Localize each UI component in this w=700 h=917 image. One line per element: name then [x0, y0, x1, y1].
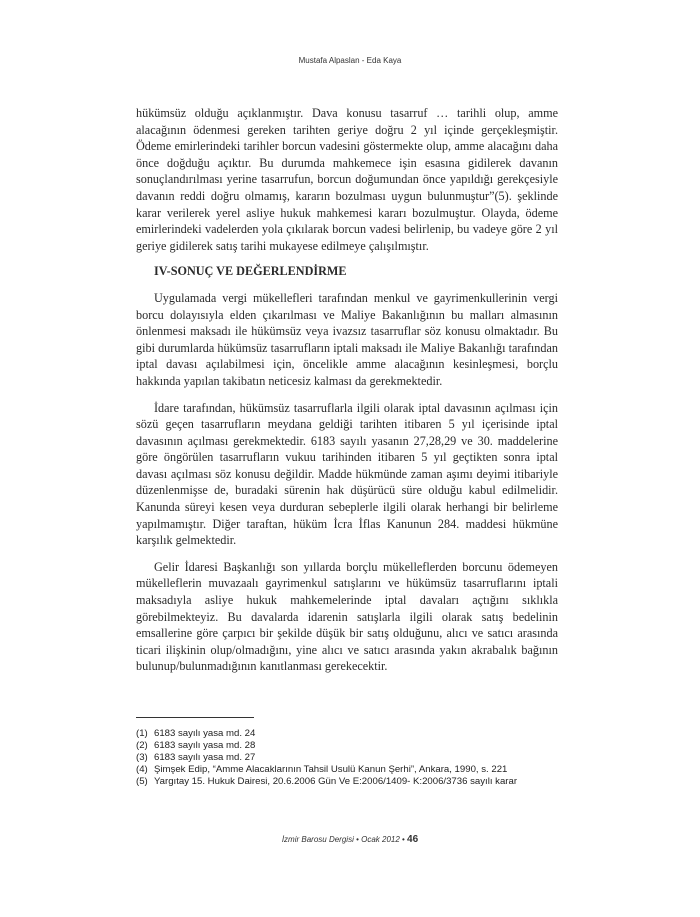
footnote-text: 6183 sayılı yasa md. 27	[154, 751, 256, 763]
footnote-number: (1)	[136, 728, 148, 739]
paragraph: Gelir İdaresi Başkanlığı son yıllarda borçlu mükelleflerden borcunu ödemeyen mükelleflerin muvazaalı gayrimenkul satışlarını ve hükümsüz tasarruflarını iptali maksadıyla asliye hukuk mahkemelerinde iptal davaları açtığını sıklıkla görebilmekteyiz. Bu davalarda idarenin satışlarla ilgili olarak satış bedelinin emsallerine göre çarpıcı bir şekilde düşük bir satış olduğunu, alıcı ve satıcı arasında ticari ilişkinin olup/olmadığını, yine alıcı ve satıcı arasında yakın akrabalık bağının bulunup/bulunmadığının kanıtlanması gerekecektir.	[136, 559, 558, 674]
footnote-text: Şimşek Edip, “Amme Alacaklarının Tahsil Usulü Kanun Şerhi”, Ankara, 1990, s. 221	[154, 763, 508, 775]
footnote	[136, 752, 566, 764]
journal-name: İzmir Barosu Dergisi	[281, 835, 354, 844]
footnote	[136, 764, 566, 776]
paragraph-continued: hükümsüz olduğu açıklanmıştır. Dava konusu tasarruf … tarihli olup, amme alacağının ödenmesi gereken tarihten geriye doğru 2 yıl içinde gerçekleşmiştir. Ödeme emirlerindeki tarihler borcun vadesini göstermekte olup, amme alacağını daha önce doğduğu açıktır. Bu durumda mahkemece işin esasına gidilerek davanın sonuçlandırılması yerine tasarrufun, borcun doğumundan önce yapıldığı gerekçesiyle davanın reddi doğru olmamış, kararın bozulması uygun bulunmuştur”(5). şeklinde karar verilerek yerel asliye hukuk mahkemesi kararı bozulmuştur. Olayda, ödeme emirlerindeki vadelerden yola çıkılarak borcun vadesi belirlenip, bu vadeye göre 2 yıl geriye gidilerek satış tarihi mukayese edilmeye çalışılmıştır.	[136, 106, 558, 253]
footnote-number: (4)	[136, 763, 148, 775]
paragraph: İdare tarafından, hükümsüz tasarruflarla ilgili olarak iptal davasının açılması için sözü geçen tasarrufların meydana geldiği tarihten itibaren 5 yıl içerisinde iptal davasının açılması gerekmektedir. 6183 sayılı yasanın 27,28,29 ve 30. maddelerine göre öngörülen tasarrufların vukuu tarihinden itibaren 5 yıl geçtikten sonra iptal davası açılması söz konusu değildir. Madde hükmünde zaman aşımı deyimi itibariyle düzenlenmişse de, buradaki sürenin hak düşürücü süre olduğu kabul edilmelidir. Kanunda süreyi kesen veya durduran sebeplerle ilgili olarak herhangi bir belirleme yapılmamıştır. Diğer taraftan, hüküm İcra İflas Kanunun 284. maddesi hükmüne karşılık gelmektedir.	[136, 400, 558, 548]
footnote-text: 6183 sayılı yasa md. 24	[154, 728, 256, 739]
running-header: Mustafa Alpaslan - Eda Kaya	[298, 56, 402, 65]
footnote-number: (2)	[136, 739, 148, 751]
issue-date: Ocak 2012	[361, 835, 400, 844]
footnote-number: (3)	[136, 751, 148, 763]
footnote-divider	[136, 717, 254, 718]
footnote	[136, 728, 566, 740]
footnote	[136, 740, 566, 752]
footnote-number: (5)	[136, 775, 148, 787]
footnotes	[136, 728, 566, 788]
footer-separator: •	[399, 835, 408, 844]
footnote-text: Yargıtay 15. Hukuk Dairesi, 20.6.2006 Gün Ve E:2006/1409- K:2006/3736 sayılı karar	[154, 775, 518, 787]
page-footer	[0, 834, 700, 845]
paragraph: Uygulamada vergi mükellefleri tarafından menkul ve gayrimenkullerinin vergi borcu dolayısıyla elden çıkarılması ve Maliye Bakanlığının bu malları almasının önlenmesi maksadı ile hükümsüz veya ivazsız tasarruflar söz konusu olmaktadır. Bu gibi durumlarda hükümsüz tasarrufların iptali maksadı ile Maliye Bakanlığı tarafından iptal davası açılabilmesi için, öncelikle amme alacağının kesinleşmesi, borçlu hakkında yapılan takibatın neticesiz kalması da gerekmektedir.	[136, 290, 558, 388]
section-heading: IV-SONUÇ VE DEĞERLENDİRME	[154, 264, 347, 279]
article-body	[136, 105, 558, 675]
footnote	[136, 776, 566, 788]
footer-separator: •	[353, 835, 362, 844]
page-number: 46	[407, 834, 419, 845]
footnote-text: 6183 sayılı yasa md. 28	[154, 739, 256, 751]
